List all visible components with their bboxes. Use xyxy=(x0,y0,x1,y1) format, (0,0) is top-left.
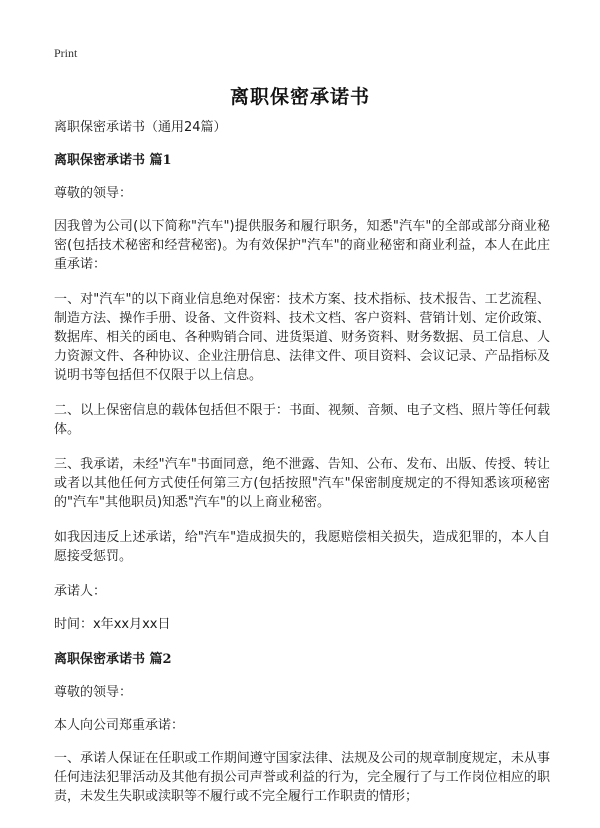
clause-paragraph: 一、对"汽车"的以下商业信息绝对保密：技术方案、技术指标、技术报告、工艺流程、制造方法、操作手册、设备、文件资料、技术文档、客户资料、营销计划、定价政策、数据库、相关的函电、各种购销合同、进货渠道、财务资料、财务数据、员工信息、人力资源文件、各种协议、企业注册信息、法律文件、项目资料、会议记录、产品指标及说明书等包括但不仅限于以上信息。 xyxy=(54,292,550,383)
page-title: 离职保密承诺书 xyxy=(229,86,370,108)
intro-paragraph: 因我曾为公司(以下简称"汽车")提供服务和履行职务，知悉"汽车"的全部或部分商业秘密(包括技术秘密和经营秘密)。为有效保护"汽车"的商业秘密和商业利益，本人在此庄重承诺： xyxy=(54,219,550,272)
clause-paragraph: 三、我承诺，未经"汽车"书面同意，绝不泄露、告知、公布、发布、出版、传授、转让或者以其他任何方式使任何第三方(包括按照"汽车"保密制度规定的不得知悉该项秘密的"汽车"其他职员)知悉"汽车"的以上商业秘密。 xyxy=(54,457,550,510)
print-label[interactable]: Print xyxy=(54,46,78,60)
intro-paragraph: 本人向公司郑重承诺： xyxy=(54,718,185,733)
greeting: 尊敬的领导： xyxy=(54,186,133,201)
signer-line: 承诺人： xyxy=(54,584,107,599)
clause-paragraph: 二、以上保密信息的载体包括但不限于：书面、视频、音频、电子文档、照片等任何载体。 xyxy=(54,403,550,437)
greeting: 尊敬的领导： xyxy=(54,685,133,700)
clause-paragraph: 一、承诺人保证在任职或工作期间遵守国家法律、法规及公司的规章制度规定，未从事任何违法犯罪活动及其他有损公司声誉或利益的行为，完全履行了与工作岗位相应的职责，未发生失职或渎职等不履行或不完全履行工作职责的情形； xyxy=(54,751,550,804)
document-subtitle: 离职保密承诺书（通用24篇） xyxy=(54,120,227,135)
liability-paragraph: 如我因违反上述承诺，给"汽车"造成损失的，我愿赔偿相关损失，造成犯罪的，本人自愿接受惩罚。 xyxy=(54,530,550,564)
date-line: 时间：x年xx月xx日 xyxy=(54,617,171,632)
section-heading-1: 离职保密承诺书 篇1 xyxy=(54,153,172,168)
section-heading-2: 离职保密承诺书 篇2 xyxy=(54,652,172,667)
document-body xyxy=(54,118,550,822)
